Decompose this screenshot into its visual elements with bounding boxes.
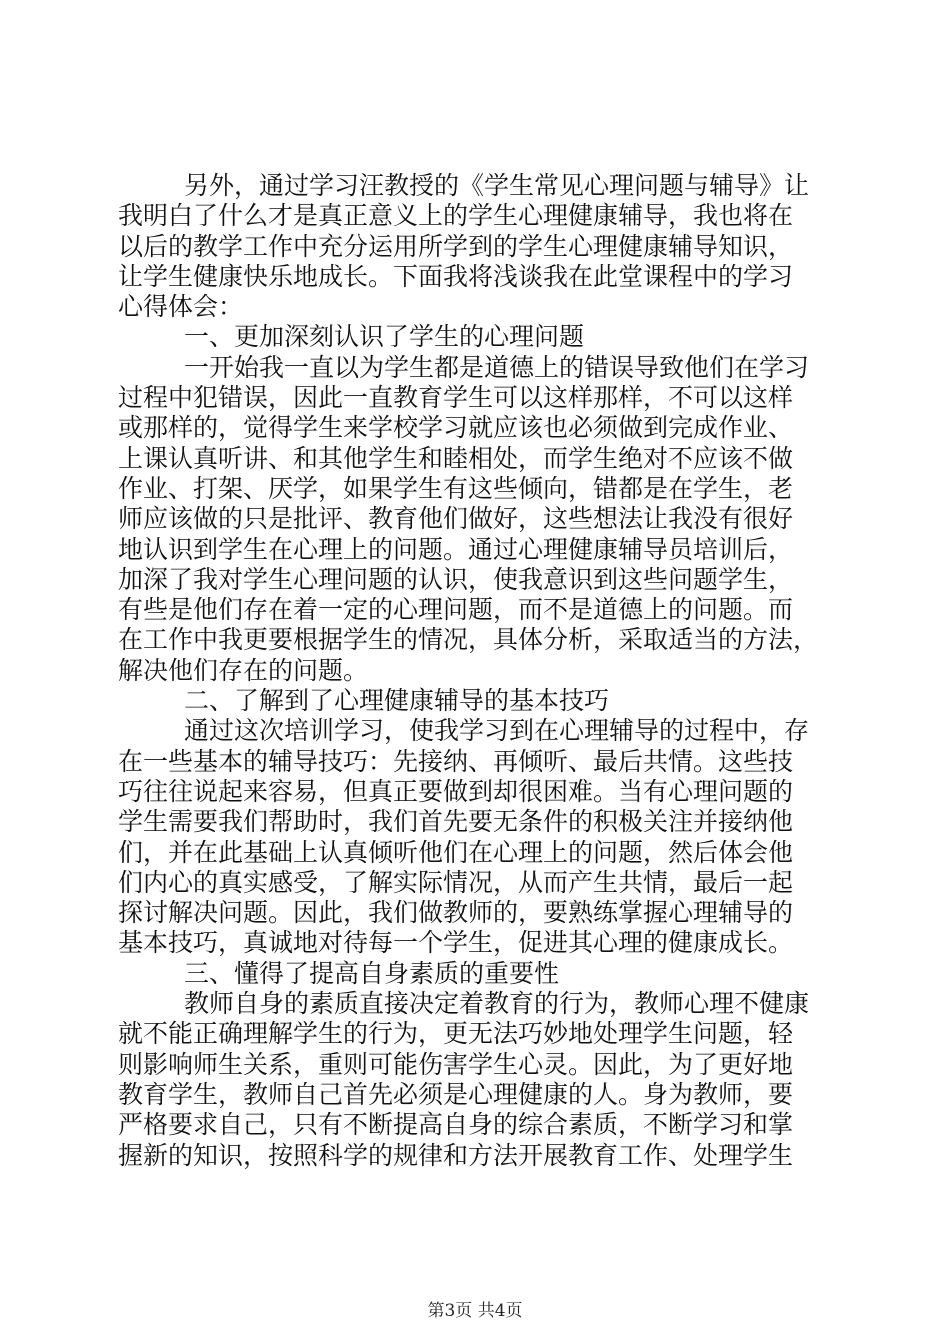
text-line: 巧往往说起来容易，但真正要做到却很困难。当有心理问题的 <box>118 776 794 806</box>
text-line: 师应该做的只是批评、教育他们做好，这些想法让我没有很好 <box>118 504 794 534</box>
text-line: 过程中犯错误，因此一直教育学生可以这样那样，不可以这样 <box>118 383 794 413</box>
page-number: 第3页 共4页 <box>427 1301 523 1321</box>
text-line: 地认识到学生在心理上的问题。通过心理健康辅导员培训后， <box>118 534 794 564</box>
text-line: 三、懂得了提高自身素质的重要性 <box>184 958 560 988</box>
text-line: 在工作中我更要根据学生的情况，具体分析，采取适当的方法， <box>118 625 819 655</box>
text-line: 学生需要我们帮助时，我们首先要无条件的积极关注并接纳他 <box>118 807 794 837</box>
text-line: 则影响师生关系，重则可能伤害学生心灵。因此，为了更好地 <box>118 1049 794 1079</box>
text-line: 握新的知识，按照科学的规律和方法开展教育工作、处理学生 <box>118 1140 794 1170</box>
text-line: 一、更加深刻认识了学生的心理问题 <box>184 322 585 352</box>
text-line: 们，并在此基础上认真倾听他们在心理上的问题，然后体会他 <box>118 837 794 867</box>
text-line: 有些是他们存在着一定的心理问题，而不是道德上的问题。而 <box>118 595 794 625</box>
text-line: 一开始我一直以为学生都是道德上的错误导致他们在学习 <box>184 352 810 382</box>
text-line: 或那样的，觉得学生来学校学习就应该也必须做到完成作业、 <box>118 413 794 443</box>
text-line: 基本技巧，真诚地对待每一个学生，促进其心理的健康成长。 <box>118 928 794 958</box>
text-line: 教师自身的素质直接决定着教育的行为，教师心理不健康 <box>184 989 810 1019</box>
text-line: 心得体会： <box>118 292 244 322</box>
text-line: 们内心的真实感受，了解实际情况，从而产生共情，最后一起 <box>118 867 794 897</box>
text-line: 解决他们存在的问题。 <box>118 655 369 685</box>
text-line: 作业、打架、厌学，如果学生有这些倾向，错都是在学生，老 <box>118 473 794 503</box>
text-line: 严格要求自己，只有不断提高自身的综合素质，不断学习和掌 <box>118 1110 794 1140</box>
text-line: 在一些基本的辅导技巧：先接纳、再倾听、最后共情。这些技 <box>118 746 794 776</box>
text-line: 二、了解到了心理健康辅导的基本技巧 <box>184 686 610 716</box>
text-line: 加深了我对学生心理问题的认识，使我意识到这些问题学生， <box>118 564 794 594</box>
document-body <box>118 171 833 1171</box>
text-line: 让学生健康快乐地成长。下面我将浅谈我在此堂课程中的学习 <box>118 261 794 291</box>
page-footer <box>0 1301 950 1321</box>
text-line: 探讨解决问题。因此，我们做教师的，要熟练掌握心理辅导的 <box>118 898 794 928</box>
text-line: 我明白了什么才是真正意义上的学生心理健康辅导，我也将在 <box>118 201 794 231</box>
text-line: 通过这次培训学习，使我学习到在心理辅导的过程中，存 <box>184 716 810 746</box>
text-line: 就不能正确理解学生的行为，更无法巧妙地处理学生问题，轻 <box>118 1019 794 1049</box>
text-line: 另外，通过学习汪教授的《学生常见心理问题与辅导》让 <box>184 171 810 200</box>
text-line: 上课认真听讲、和其他学生和睦相处，而学生绝对不应该不做 <box>118 443 794 473</box>
text-line: 教育学生，教师自己首先必须是心理健康的人。身为教师，要 <box>118 1079 794 1109</box>
text-line: 以后的教学工作中充分运用所学到的学生心理健康辅导知识， <box>118 231 794 261</box>
